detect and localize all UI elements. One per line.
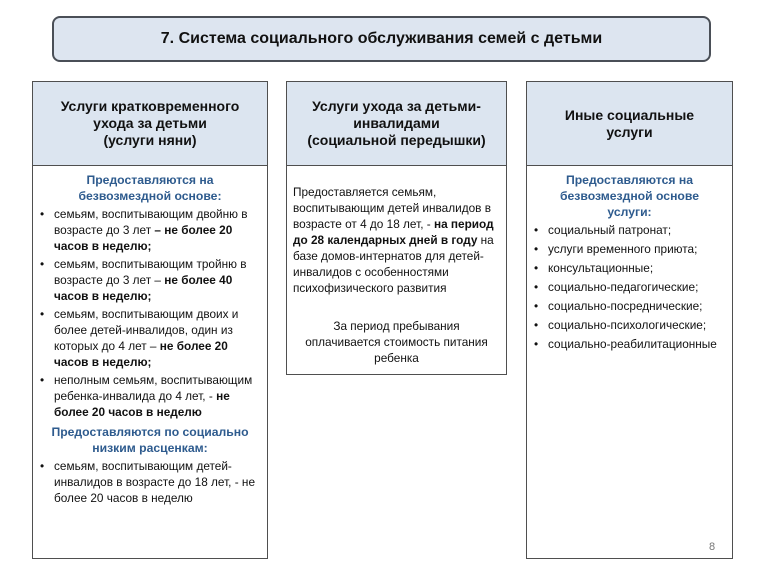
heading-line: Иные социальные <box>564 106 695 123</box>
heading-line: услуги <box>606 123 653 140</box>
item-text: социально-психологические; <box>548 318 707 332</box>
item-text: социально-педагогические; <box>548 280 699 294</box>
low-price-list <box>39 458 261 506</box>
other-services-list <box>533 222 726 352</box>
column-short-term-care <box>32 81 268 559</box>
list-item <box>39 256 261 304</box>
subheading-line: Предоставляются по социально <box>51 425 249 439</box>
item-text: услуги временного приюта; <box>548 242 698 256</box>
list-item <box>39 306 261 370</box>
item-emphasis: – не более 20 часов в неделю; <box>54 223 233 253</box>
slide-title-text: 7. Система социального обслуживания семей с детьми <box>160 30 603 47</box>
list-item <box>533 336 726 352</box>
bullet-icon: • <box>534 318 539 332</box>
subheading-line: низким расценкам: <box>92 441 208 455</box>
bullet-icon: • <box>534 223 539 237</box>
item-text: семьям, воспитывающим тройню в возрасте до 3 лет – <box>54 257 247 287</box>
bullet-icon: • <box>534 280 539 294</box>
heading-line: ухода за детьми <box>93 115 207 131</box>
bullet-icon: • <box>40 257 45 271</box>
list-item <box>533 222 726 238</box>
item-emphasis: не более 20 часов в неделю; <box>54 339 228 369</box>
item-text: семьям, воспитывающим детей-инвалидов в возрасте до 18 лет, - не более 20 часов в неделю <box>54 459 256 505</box>
list-item <box>533 298 726 314</box>
item-text: семьям, воспитывающим двоих и более детей-инвалидов, один из которых до 4 лет – <box>54 307 239 353</box>
list-item <box>533 279 726 295</box>
item-text: социальный патронат; <box>548 223 672 237</box>
bullet-icon: • <box>534 299 539 313</box>
bullet-icon: • <box>534 261 539 275</box>
list-item <box>533 260 726 276</box>
subheading-line: Предоставляются на <box>86 173 214 187</box>
heading-line: Услуги ухода за детьми- <box>312 98 481 114</box>
list-item <box>39 458 261 506</box>
heading-line: Услуги кратковременного <box>60 98 240 114</box>
free-basis-subheading <box>39 172 261 204</box>
free-basis-subheading <box>533 172 726 220</box>
item-text: неполным семьям, воспитывающим ребенка-инвалида до 4 лет, - <box>54 373 253 403</box>
item-text: социально-посреднические; <box>548 299 703 313</box>
heading-line: (социальной передышки) <box>307 132 486 148</box>
list-item <box>39 206 261 254</box>
item-text: консультационные; <box>548 261 654 275</box>
column-body <box>33 168 267 558</box>
subheading-line: услуги: <box>607 205 652 219</box>
item-emphasis: не более 20 часов в неделю <box>54 389 230 419</box>
item-text: семьям, воспитывающим двойню в возрасте до 3 лет <box>54 207 248 237</box>
list-item <box>39 372 261 420</box>
column-body <box>527 168 732 558</box>
heading-line: (услуги няни) <box>103 132 197 148</box>
bullet-icon: • <box>534 337 539 351</box>
subheading-line: безвозмездной основе: <box>78 189 222 203</box>
subheading-line: безвозмездной основе <box>560 189 699 203</box>
bullet-icon: • <box>40 373 45 387</box>
bullet-icon: • <box>40 459 45 473</box>
page-number: 8 <box>709 541 716 553</box>
column-body <box>287 168 506 374</box>
item-emphasis: не более 40 часов в неделю; <box>54 273 233 303</box>
meal-cost-note: За период пребывания оплачивается стоимость питания ребенка <box>305 319 488 365</box>
description-text: Предоставляется семьям, воспитывающим детей инвалидов в возрасте от 4 до 18 лет, - <box>293 185 491 231</box>
respite-description <box>293 184 500 296</box>
column-respite-care <box>286 81 507 375</box>
free-basis-list <box>39 206 261 420</box>
column-heading <box>527 82 732 166</box>
slide-title <box>52 16 711 62</box>
description-emphasis: на период до 28 календарных дней в году <box>293 217 494 247</box>
list-item <box>533 241 726 257</box>
bullet-icon: • <box>40 307 45 321</box>
low-price-subheading <box>39 424 261 456</box>
list-item <box>533 317 726 333</box>
item-text: социально-реабилитационные <box>548 337 717 351</box>
column-other-services <box>526 81 733 559</box>
column-heading <box>33 82 267 166</box>
subheading-line: Предоставляются на <box>565 173 694 187</box>
column-heading <box>287 82 506 166</box>
bullet-icon: • <box>534 242 539 256</box>
description-text: на базе домов-интернатов для детей-инвалидов с особенностями психофизического развития <box>293 233 494 295</box>
heading-line: инвалидами <box>353 115 440 131</box>
bullet-icon: • <box>40 207 45 221</box>
